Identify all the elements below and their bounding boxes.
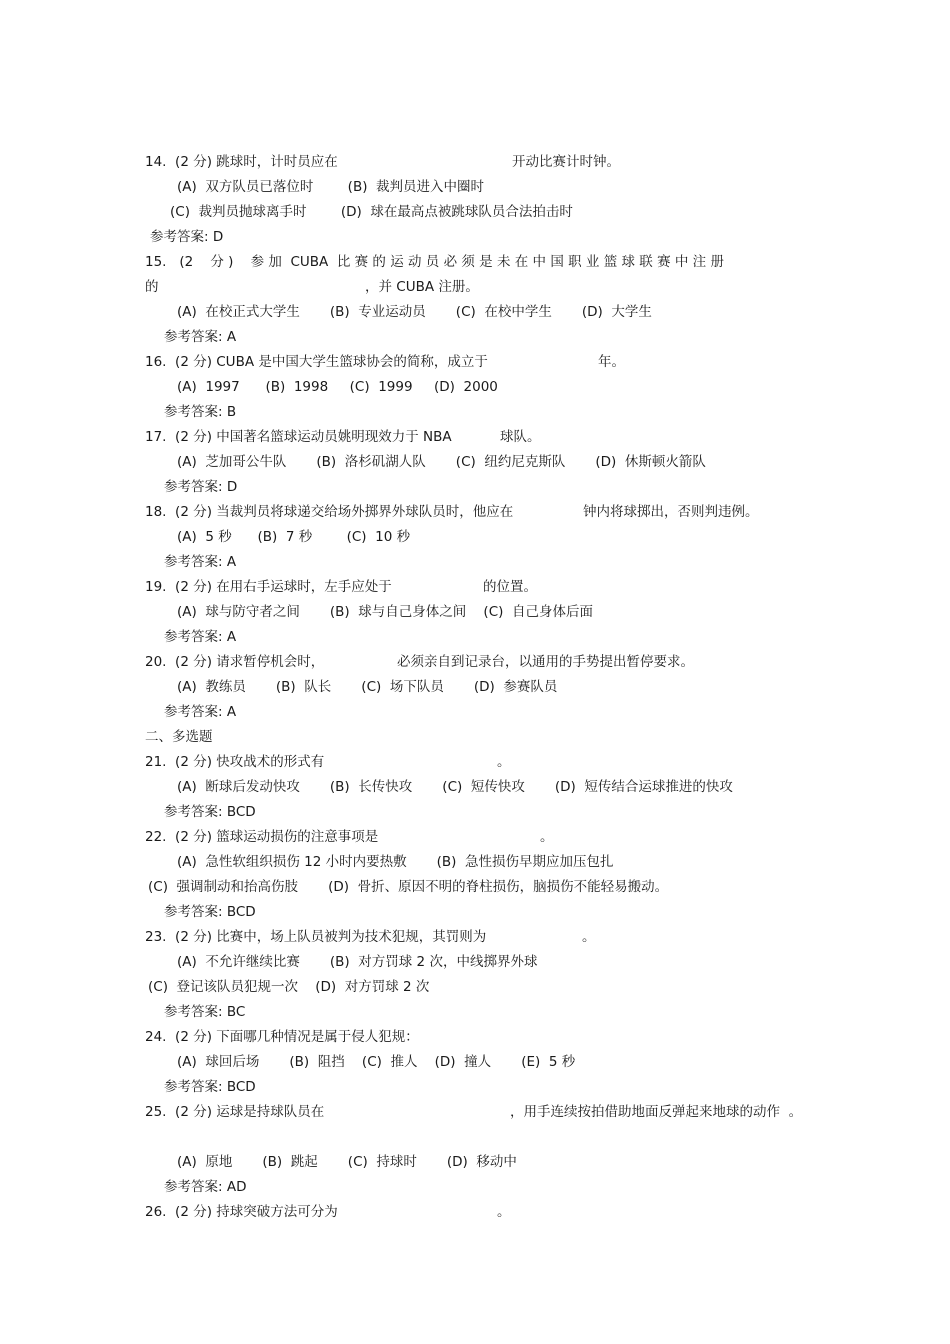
question-25-answer: 参考答案: AD xyxy=(164,1179,247,1195)
question-16-answer: 参考答案: B xyxy=(164,404,237,420)
question-23-options-1: (A) 不允许继续比赛 (B) 对方罚球 2 次，中线掷界外球 xyxy=(177,954,538,970)
question-19-options-1: (A) 球与防守者之间 (B) 球与自己身体之间 (C) 自己身体后面 xyxy=(177,604,593,620)
question-21: 21. (2 分) 快攻战术的形式有 xyxy=(145,754,325,770)
question-25-options-1: (A) 原地 (B) 跳起 (C) 持球时 (D) 移动中 xyxy=(177,1154,517,1170)
question-23-answer: 参考答案: BC xyxy=(164,1004,246,1020)
question-20: 20. (2 分) 请求暂停机会时， xyxy=(145,654,325,670)
question-26: 26. (2 分) 持球突破方法可分为 xyxy=(145,1204,338,1220)
section-heading-multi-choice: 二、多选题 xyxy=(145,729,213,745)
question-17-cont: 球队。 xyxy=(500,429,541,445)
question-15-cont-b: ，并 CUBA 注册。 xyxy=(365,279,479,295)
question-23-options-2: (C) 登记该队员犯规一次 (D) 对方罚球 2 次 xyxy=(148,979,430,995)
question-18-options-1: (A) 5 秒 (B) 7 秒 (C) 10 秒 xyxy=(177,529,411,545)
question-14: 14. (2 分) 跳球时，计时员应在 xyxy=(145,154,338,170)
question-24-answer: 参考答案: BCD xyxy=(164,1079,256,1095)
question-23-cont: 。 xyxy=(582,929,596,945)
question-18-cont: 钟内将球掷出，否则判违例。 xyxy=(583,504,759,520)
question-17-answer: 参考答案: D xyxy=(164,479,238,495)
question-22-answer: 参考答案: BCD xyxy=(164,904,256,920)
question-20-options-1: (A) 教练员 (B) 队长 (C) 场下队员 (D) 参赛队员 xyxy=(177,679,558,695)
question-20-answer: 参考答案: A xyxy=(164,704,237,720)
question-17-options-1: (A) 芝加哥公牛队 (B) 洛杉矶湖人队 (C) 纽约尼克斯队 (D) 休斯顿火箭队 xyxy=(177,454,706,470)
question-15-cont-a: 的 xyxy=(145,279,159,295)
question-18-answer: 参考答案: A xyxy=(164,554,237,570)
question-24-options-1: (A) 球回后场 (B) 阻挡 (C) 推人 (D) 撞人 (E) 5 秒 xyxy=(177,1054,576,1070)
question-21-options-1: (A) 断球后发动快攻 (B) 长传快攻 (C) 短传快攻 (D) 短传结合运球推进的快攻 xyxy=(177,779,733,795)
question-17: 17. (2 分) 中国著名篮球运动员姚明现效力于 NBA xyxy=(145,429,452,445)
question-26-cont: 。 xyxy=(497,1204,511,1220)
question-21-answer: 参考答案: BCD xyxy=(164,804,256,820)
question-22-options-1: (A) 急性软组织损伤 12 小时内要热敷 (B) 急性损伤早期应加压包扎 xyxy=(177,854,614,870)
question-24: 24. (2 分) 下面哪几种情况是属于侵人犯规： xyxy=(145,1029,419,1045)
question-14-options-2: (C) 裁判员抛球离手时 (D) 球在最高点被跳球队员合法拍击时 xyxy=(170,204,573,220)
question-25: 25. (2 分) 运球是持球队员在 xyxy=(145,1104,325,1120)
question-16-cont: 年。 xyxy=(598,354,625,370)
question-19: 19. (2 分) 在用右手运球时，左手应处于 xyxy=(145,579,392,595)
question-16-options-1: (A) 1997 (B) 1998 (C) 1999 (D) 2000 xyxy=(177,379,498,395)
question-20-cont: 必须亲自到记录台，以通用的手势提出暂停要求。 xyxy=(397,654,694,670)
question-14-cont: 开动比赛计时钟。 xyxy=(512,154,620,170)
question-14-answer: 参考答案: D xyxy=(150,229,224,245)
question-22-options-2: (C) 强调制动和抬高伤肢 (D) 骨折、原因不明的脊柱损伤，脑损伤不能轻易搬动。 xyxy=(148,879,669,895)
question-18: 18. (2 分) 当裁判员将球递交给场外掷界外球队员时，他应在 xyxy=(145,504,514,520)
question-22-cont: 。 xyxy=(540,829,554,845)
question-23: 23. (2 分) 比赛中，场上队员被判为技术犯规，其罚则为 xyxy=(145,929,487,945)
question-25-cont: ，用手连续按拍借助地面反弹起来地球的动作 。 xyxy=(510,1104,803,1120)
question-21-cont: 。 xyxy=(497,754,511,770)
question-15: 15. (2 分 ) 参 加 CUBA 比 赛 的 运 动 员 必 须 是 未 在 中 国 职 业 篮 球 联 赛 中 注 册 xyxy=(145,254,724,270)
question-19-cont: 的位置。 xyxy=(483,579,537,595)
question-15-answer: 参考答案: A xyxy=(164,329,237,345)
question-19-answer: 参考答案: A xyxy=(164,629,237,645)
question-15-options-1: (A) 在校正式大学生 (B) 专业运动员 (C) 在校中学生 (D) 大学生 xyxy=(177,304,652,320)
question-16: 16. (2 分) CUBA 是中国大学生篮球协会的简称，成立于 xyxy=(145,354,488,370)
question-22: 22. (2 分) 篮球运动损伤的注意事项是 xyxy=(145,829,379,845)
question-14-options-1: (A) 双方队员已落位时 (B) 裁判员进入中圈时 xyxy=(177,179,485,195)
